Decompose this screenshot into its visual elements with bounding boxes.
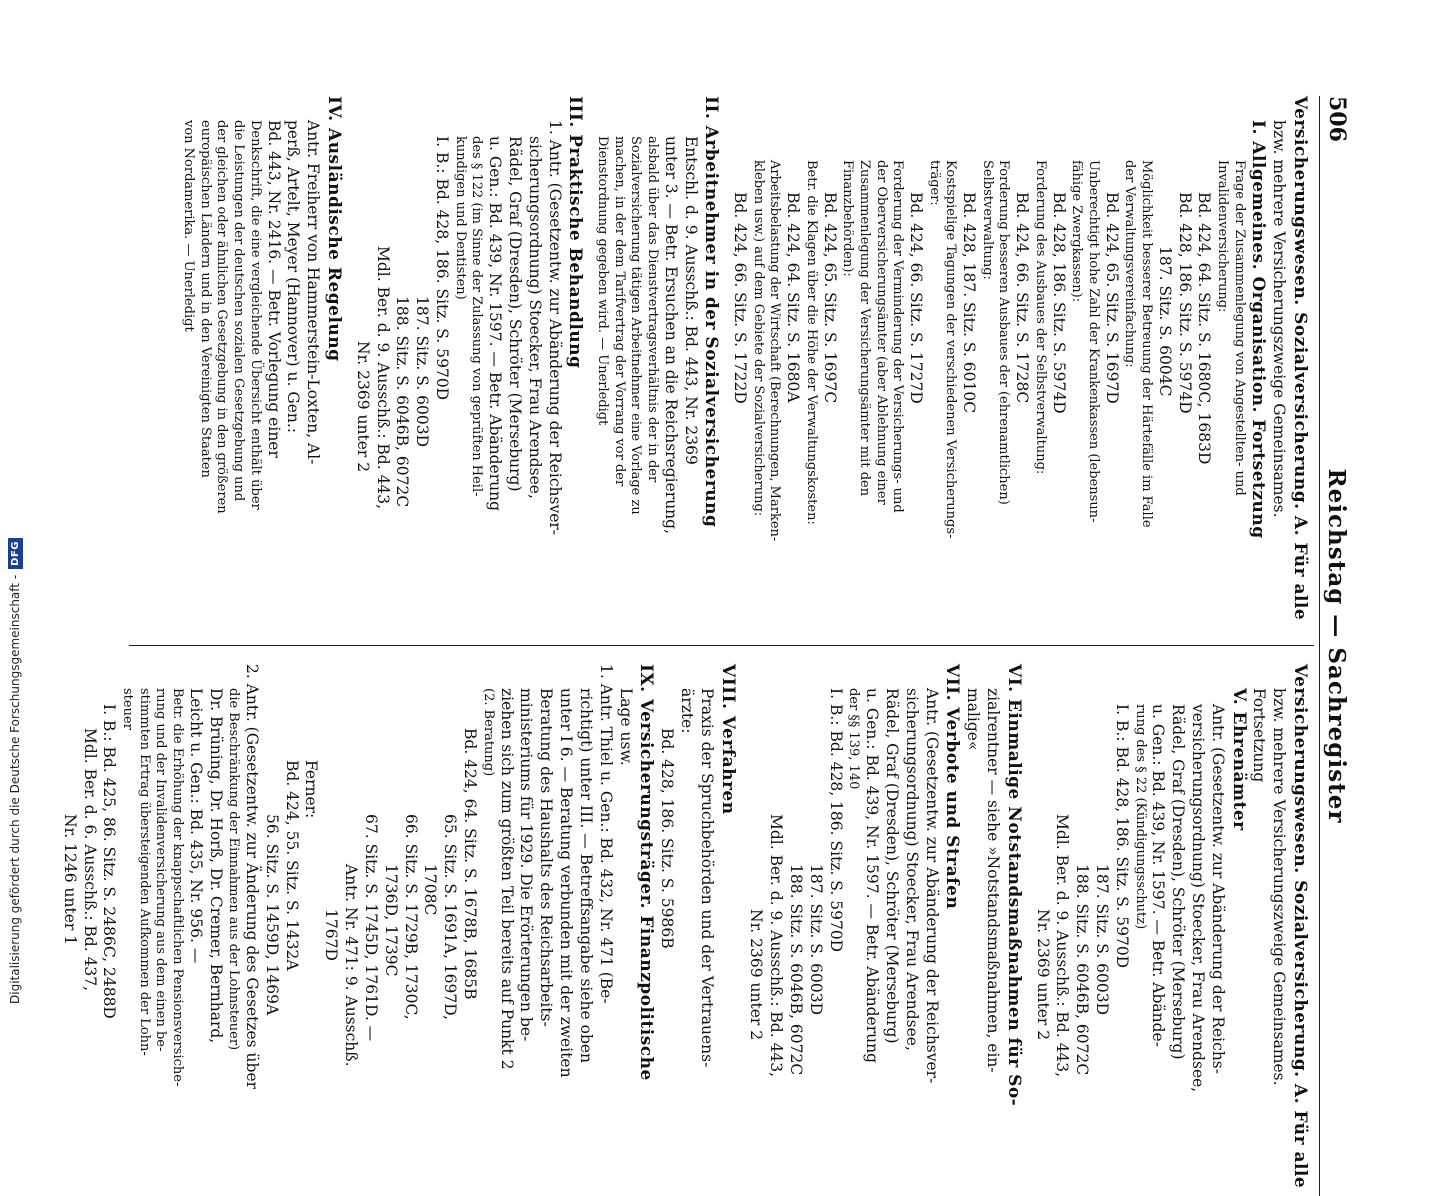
index-line: von Nordamerika. — Unerledigt	[181, 120, 197, 332]
index-line: perß, Artelt, Meyer (Hannover) u. Gen.:	[284, 120, 303, 434]
spacer	[585, 96, 593, 626]
index-line: VIII. Verfahren	[717, 664, 738, 815]
index-line: Rädel, Graf (Dresden), Schröter (Merseburg)	[882, 688, 901, 1044]
index-line: Bd. 428, 186. Sitz. S. 5974D	[1175, 192, 1194, 414]
index-line: der Oberversicherungsämter (aber Ablehnung einer	[873, 160, 889, 505]
index-line: 56. Sitz. S. 1459D, 1469A	[262, 814, 281, 1016]
index-line: Bd. 424, 64. Sitz. S. 1680C, 1683D	[1195, 192, 1214, 465]
index-line: 1. Antr. Thiel u. Gen.: Bd. 432, Nr. 471 (Be-	[596, 664, 615, 1004]
index-line: IX. Versicherungsträger. Finanzpolitische	[636, 664, 657, 1081]
index-line: V. Ehrenämter	[1228, 688, 1249, 831]
index-line: richtigt) unter III. — Betreffsangabe siehe oben	[576, 688, 595, 1064]
index-line: Antr. Freiherr von Hammerstein-Loxten, Al-	[304, 120, 323, 465]
index-line: Betr. die Klagen über die Höhe der Verwaltungskosten:	[803, 160, 819, 525]
index-line: Mdl. Ber. d. 9. Ausschß.: Bd. 443,	[767, 814, 786, 1078]
index-line: u. Gen.: Bd. 439, Nr. 1597. — Betr. Abänderung	[863, 688, 882, 1063]
index-line: Nr. 2369 unter 2	[747, 909, 766, 1041]
index-line: 1736D, 1739C	[381, 864, 400, 977]
index-line: Fortsetzung	[1250, 688, 1269, 783]
index-line: Zusammenlegung der Versicherungsämter mit den	[856, 160, 872, 497]
index-line: bzw. mehrere Versicherungszweige Gemeinsames.	[1270, 688, 1289, 1086]
index-line: Antr. (Gesetzentw. zur Abänderung der Reichsver-	[922, 688, 941, 1084]
spacer	[721, 96, 729, 626]
index-line: rung und der Invalidenversicherung aus dem einen be-	[153, 688, 169, 1052]
index-line: VI. Einmalige Notstandsmaßnahmen für So-	[1003, 664, 1024, 1107]
index-line: versicherungsordnung) Stoecker, Frau Arendsee,	[1189, 704, 1208, 1093]
index-line: Leicht u. Gen.: Bd. 435, Nr. 956. —	[186, 688, 205, 964]
spacer	[344, 96, 352, 626]
index-line: bzw. mehrere Versicherungszweige Gemeinsames.	[1270, 120, 1289, 518]
index-line: Nr. 2369 unter 2	[353, 341, 372, 473]
index-line: der gleichen oder ähnlichen Gesetzgebung in den größeren	[214, 120, 230, 514]
index-line: Bd. 424, 55. Sitz. S. 1432A	[282, 760, 301, 971]
index-line: der Verwaltungsvereinfachung:	[1122, 160, 1138, 368]
index-line: malige«	[964, 688, 983, 751]
index-line: Rädel, Graf (Dresden), Schröter (Merseburg)	[506, 136, 524, 492]
index-line: zialrentner — siehe »Notstandsmaßnahmen, ein-	[984, 688, 1003, 1073]
index-line: 65. Sitz. S. 1691A, 1697D,	[441, 814, 460, 1021]
index-line: Bd. 424, 64. Sitz. S. 1680A	[784, 192, 803, 403]
index-line: u. Gen.: Bd. 439, Nr. 1597. — Betr. Abände-	[1149, 704, 1168, 1047]
index-line: rung des § 22 (Kündigungsschutz)	[1132, 704, 1148, 930]
index-line: 187. Sitz. S. 6003D	[1093, 864, 1112, 1016]
index-line: III. Praktische Behandlung	[565, 96, 586, 369]
index-line: Bd. 424, 65. Sitz. S. 1697D	[1102, 192, 1121, 404]
index-line: Bd. 428, 186. Sitz. S. 5974D	[1049, 192, 1068, 414]
index-line: 187. Sitz. S. 6003D	[413, 296, 432, 448]
index-line: Lage usw.	[616, 688, 635, 766]
left-column	[180, 96, 1310, 626]
spacer	[738, 664, 746, 1194]
index-line: der §§ 139, 140	[846, 688, 862, 790]
index-line: Bd. 443, Nr. 2416. — Betr. Vorlegung einer	[264, 120, 283, 458]
index-line: Unberechtigt hohe Zahl der Krankenkassen (lebensun-	[1085, 160, 1101, 523]
index-line: Betr. die Erhöhung der knappschaftlichen Pensionsversiche-	[169, 688, 185, 1087]
index-line: Bd. 424, 65. Sitz. S. 1697C	[820, 192, 839, 404]
index-line: Mdl. Ber. d. 6. Ausschß.: Bd. 437,	[80, 728, 99, 992]
index-line: Selbstverwaltung:	[979, 160, 995, 280]
index-line: I. B.: Bd. 425, 86. Sitz. S. 2486C, 2488D	[100, 704, 119, 1019]
index-line: kundigen und Dentisten)	[452, 136, 468, 300]
index-line: Dr. Brüning, Dr. Horß, Dr. Cremer, Bernhard,	[206, 688, 225, 1044]
index-line: Mdl. Ber. d. 9. Ausschß.: Bd. 443,	[1053, 814, 1072, 1078]
index-line: sicherungsordnung) Stoecker, Frau Arendsee,	[525, 136, 544, 499]
index-page	[60, 96, 1354, 1196]
index-line: alsbald über das Dienstvertragsverhältnis der in der	[644, 136, 660, 483]
index-line: Nr. 1246 unter 1	[60, 814, 79, 946]
index-line: Invalidenversicherung:	[1215, 160, 1231, 313]
index-line: Denkschrift, die eine vergleichende Übersicht enthält über	[247, 120, 263, 510]
index-line: Rädel, Graf (Dresden), Schröter (Merseburg)	[1169, 704, 1188, 1060]
index-line: Versicherungswesen. Sozialversicherung. A. Für alle	[1290, 664, 1310, 1189]
index-line: Bd. 424, 64. Sitz. S. 1678B, 1685B	[461, 728, 480, 1000]
index-line: I. Allgemeines. Organisation. Fortsetzung	[1248, 120, 1269, 539]
index-line: Bd. 424, 66. Sitz. S. 1728C	[1013, 192, 1032, 404]
index-line: 2. Antr. (Gesetzentw. zur Änderung des Gesetzes über	[243, 664, 262, 1090]
index-line: unter I 6. — Beratung verbunden mit der zweiten	[557, 688, 576, 1078]
index-line: Nr. 2369 unter 2	[1033, 909, 1052, 1041]
index-line: Ferner:	[302, 760, 321, 819]
index-line: unter 3. — Betr. Ersuchen an die Reichsregierung,	[661, 136, 680, 535]
index-line: II. Arbeitnehmer in der Sozialversicherung	[701, 96, 722, 528]
index-line: kleben usw.) auf dem Gebiete der Sozialversicherung:	[750, 160, 766, 517]
index-line: europäischen Ländern und in den Vereinigten Staaten	[197, 120, 213, 478]
index-line: u. Gen.: Bd. 439, Nr. 1597. — Betr. Abänderung	[486, 136, 505, 511]
index-line: Bd. 424, 66. Sitz. S. 1727D	[907, 192, 925, 404]
index-line: 67. Sitz. S. 1745D, 1761D. —	[361, 814, 380, 1042]
index-line: Dienstordnung gegeben wird. — Unerledigt	[595, 136, 611, 426]
column-divider	[129, 645, 1314, 646]
index-line: Versicherungswesen. Sozialversicherung. A. Für alle	[1290, 96, 1310, 621]
index-line: Finanzbehörden):	[840, 160, 856, 277]
index-line: 1767D	[322, 909, 341, 961]
index-line: VII. Verbote und Strafen	[942, 664, 963, 910]
index-line: IV. Ausländische Regelung	[323, 96, 344, 362]
index-line: steuer	[120, 688, 136, 730]
index-line: Bd. 424, 66. Sitz. S. 1722D	[731, 192, 750, 404]
index-line: (2. Beratung)	[480, 688, 496, 777]
index-line: Entschl. d. 9. Ausschß.: Bd. 443, Nr. 2369	[681, 136, 700, 465]
index-line: 1. Antr. (Gesetzentw. zur Abänderung der Reichsver-	[545, 120, 564, 536]
page-number: 506	[1324, 96, 1350, 142]
index-line: Forderung besseren Ausbaues der (ehrenamtlichen)	[996, 160, 1012, 505]
index-line: Beratung des Haushalts des Reichsarbeits-	[537, 688, 556, 1027]
index-line: 187. Sitz. S. 6003D	[806, 864, 825, 1016]
running-head: Reichstag — Sachregister	[1323, 468, 1350, 824]
index-line: Bd. 428, 186. Sitz. S. 5986B	[658, 728, 677, 949]
index-line: Mdl. Ber. d. 9. Ausschß.: Bd. 443,	[373, 246, 392, 510]
index-line: Sozialversicherung tätigen Arbeitnehmer eine Vorlage zu	[628, 136, 644, 515]
index-line: Forderung des Ausbaues der Selbstverwaltung:	[1032, 160, 1048, 475]
index-line: Antr. (Gesetzentw. zur Abänderung der Reichs-	[1208, 704, 1227, 1074]
index-line: die Leistungen der deutschen sozialen Gesetzgebung und	[231, 120, 247, 502]
index-line: Kostspielige Tagungen der verschiedenen Versicherungs-	[943, 160, 959, 539]
index-line: 188. Sitz. S. 6046B, 6072C	[787, 864, 806, 1076]
index-line: 66. Sitz. S. 1729B, 1730C,	[401, 814, 420, 1020]
digitization-footer	[4, 12, 26, 1004]
spacer	[1024, 664, 1032, 1194]
index-line: ziehen sich zum größten Teil bereits auf Punkt 2	[497, 688, 516, 1070]
index-line: 188. Sitz. S. 6046B, 6072C	[1073, 864, 1092, 1076]
index-line: Antr. Nr. 471: 9. Ausschß.	[342, 864, 361, 1067]
index-line: fähige Zwergkassen):	[1069, 160, 1085, 303]
index-line: 187. Sitz. S. 6004C	[1155, 246, 1174, 397]
index-line: Frage der Zusammenlegung von Angestellten- und	[1231, 160, 1247, 496]
index-line: I. B.: Bd. 428, 186. Sitz. S. 5970D	[1112, 704, 1131, 969]
index-line: des § 122 (im Sinne der Zulassung von geprüften Heil-	[469, 136, 485, 497]
index-line: die Beschränkung der Einnahmen aus der Lohnsteuer)	[226, 688, 242, 1051]
index-line: Bd. 428, 187. Sitz. S. 6010C	[960, 192, 979, 414]
dfg-logo: DFG	[8, 538, 23, 569]
index-line: 1708C	[421, 864, 440, 916]
index-line: Forderung der Verminderung der Versicherungs- und	[890, 160, 906, 513]
index-line: sicherungsordnung) Stoecker, Frau Arendsee,	[902, 688, 921, 1051]
index-line: ärzte:	[677, 688, 696, 734]
index-line: stimmten Ertrag übersteigenden Aufkommen der Lohn-	[136, 688, 152, 1056]
index-line: Möglichkeit besserer Betreuung der Härtefälle im Falle	[1138, 160, 1154, 528]
index-line: machen, in der dem Tarifvertrag der Vorrang vor der	[611, 136, 627, 487]
index-line: träger:	[926, 160, 942, 206]
index-line: Arbeitsbelastung der Wirtschaft (Berechnungen, Marken-	[767, 160, 783, 542]
index-line: 188. Sitz. S. 6046B, 6072C	[393, 296, 412, 508]
index-line: ministeriums für 1929. Die Erörterungen be-	[517, 688, 536, 1042]
footer-credit: Digitalisierung gefördert durch die Deutsche Forschungsgemeinschaft -	[8, 574, 22, 1004]
header-rule	[1319, 96, 1320, 1196]
index-line: Praxis der Spruchbehörden und der Vertrauens-	[697, 688, 716, 1068]
index-line: I. B.: Bd. 428, 186. Sitz. S. 5970D	[826, 688, 845, 953]
right-column	[59, 664, 1310, 1194]
index-line: I. B.: Bd. 428, 186. Sitz. S. 5970D	[433, 136, 452, 401]
